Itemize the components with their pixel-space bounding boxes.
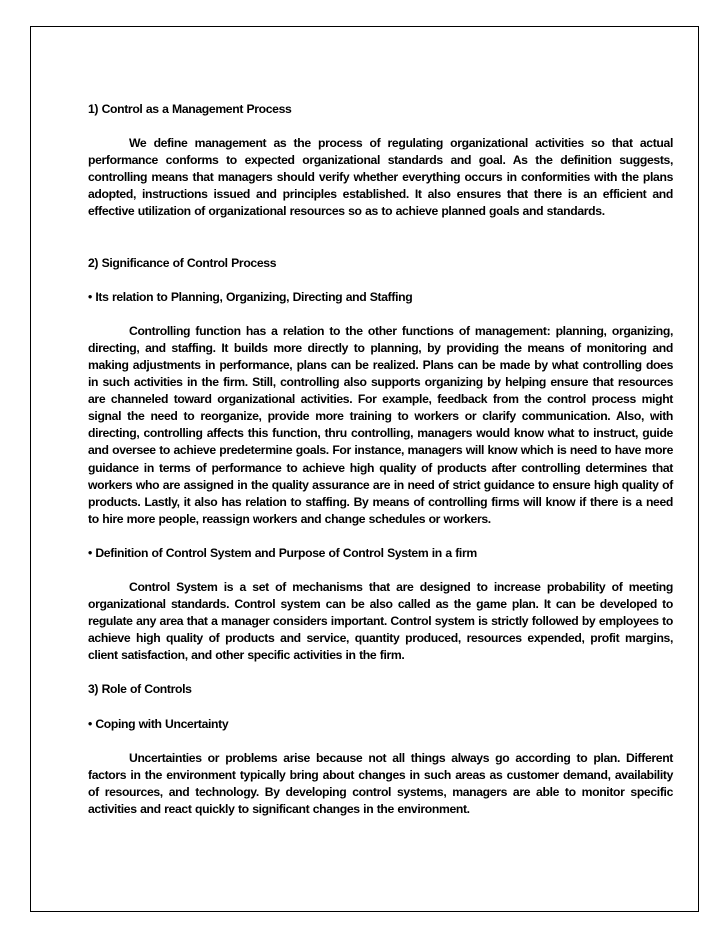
spacer (88, 699, 673, 716)
paragraph-relation-to-functions: Controlling function has a relation to the other functions of management: planning, organizing, directing, and staffing. It builds more directly to planning, by providing the means of monitoring and making adjustments in performance, plans can be realized. Plans can be made by what controlling does in such activities in the firm. Still, controlling also supports organizing by helping ensure that resources are channeled toward organizational activities. For example, feedback from the control process might signal the need to reorganize, provide more training to workers or clarify communication. Also, with directing, controlling affects this function, thru controlling, managers would know what to instruct, guide and oversee to achieve predetermine goals. For instance, managers will know which is need to have more guidance in terms of performance to achieve high quality of products after controlling determines that workers who are assigned in the quality assurance are in need of strict guidance to ensure high quality of products. Lastly, it also has relation to staffing. By means of controlling firms will know if there is a need to hire more people, reassign workers and change schedules or workers. (88, 323, 673, 526)
section-heading-control-as-management-process: 1) Control as a Management Process (88, 102, 292, 116)
spacer (88, 272, 673, 289)
spacer (88, 562, 673, 579)
spacer (88, 528, 673, 545)
subheading-control-system-definition: • Definition of Control System and Purpose of Control System in a firm (88, 545, 477, 560)
section-heading-role-of-controls: 3) Role of Controls (88, 682, 192, 697)
spacer (88, 118, 673, 135)
subheading-relation-to-functions: • Its relation to Planning, Organizing, Directing and Staffing (88, 289, 413, 304)
spacer (88, 221, 673, 255)
document-page (30, 26, 699, 912)
spacer (88, 306, 673, 323)
spacer (88, 733, 673, 750)
paragraph-control-definition: We define management as the process of regulating organizational activities so that actual performance conforms to expected organizational standards and goal. As the definition suggests, controlling means that managers should verify whether everything occurs in conformities with the plans adopted, instructions issued and principles established. It also ensures that there is an efficient and effective utilization of organizational resources so as to achieve planned goals and standards. (88, 136, 673, 219)
section-heading-significance-of-control: 2) Significance of Control Process (88, 255, 277, 270)
spacer (88, 664, 673, 681)
paragraph-control-system-definition: Control System is a set of mechanisms that are designed to increase probability of meeting organizational standards. Control system can be also called as the game plan. It can be developed to regulate any area that a manager considers important. Control system is strictly followed by employees to achieve high quality of products and service, quantity produced, resources expended, profit margins, client satisfaction, and other specific activities in the firm. (88, 579, 673, 663)
paragraph-coping-with-uncertainty: Uncertainties or problems arise because not all things always go according to plan. Different factors in the environment typically bring about changes in such areas as customer demand, availability of resources, and technology. By developing control systems, managers are able to monitor specific activities and react quickly to significant changes in the environment. (88, 750, 673, 816)
document-body (88, 101, 673, 818)
subheading-coping-with-uncertainty: • Coping with Uncertainty (88, 716, 229, 731)
